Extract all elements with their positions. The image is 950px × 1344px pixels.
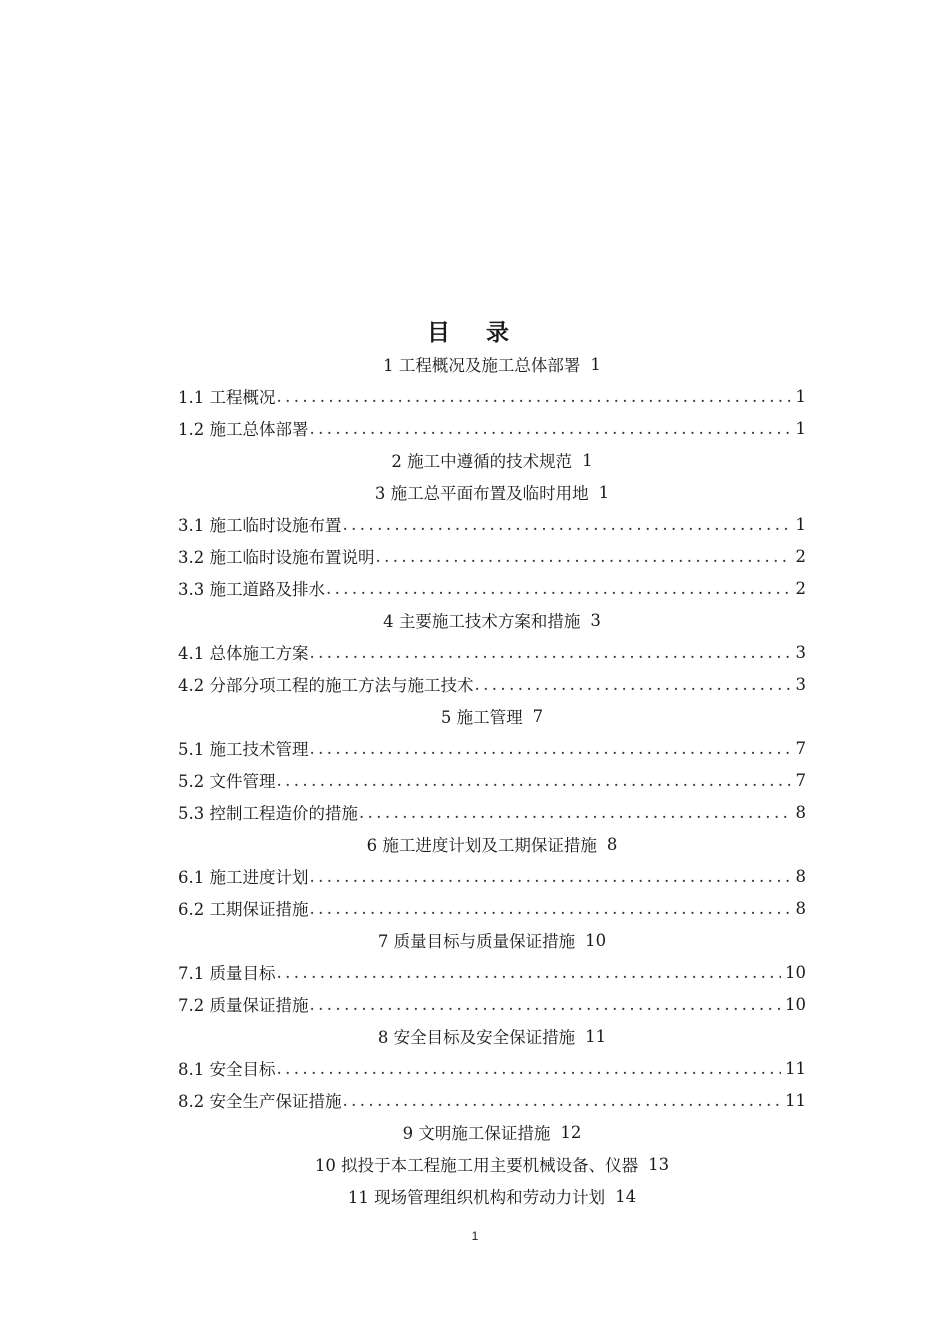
toc-dot-leader: [310, 643, 792, 662]
toc-entry-label: 4.1 总体施工方案: [178, 644, 309, 663]
toc-chapter-entry[interactable]: [178, 700, 806, 732]
toc-entry-label: 1.1 工程概况: [178, 388, 276, 407]
toc-entry-page-number: 1: [795, 418, 806, 438]
toc-entry-page-number: 2: [795, 546, 806, 566]
toc-entry-page-number: 1: [795, 514, 806, 534]
toc-section-entry[interactable]: [178, 860, 806, 892]
toc-entry-label: 4 主要施工技术方案和措施: [383, 612, 581, 631]
toc-dot-leader: [277, 963, 782, 982]
toc-entry-page-number: 10: [785, 962, 806, 982]
toc-entry-page-number: 1: [795, 386, 806, 406]
toc-section-entry[interactable]: [178, 412, 806, 444]
toc-chapter-entry[interactable]: [178, 1020, 806, 1052]
toc-chapter-entry[interactable]: [178, 476, 806, 508]
toc-entry-page-number: 1: [590, 354, 601, 374]
toc-entry-label: 9 文明施工保证措施: [402, 1124, 551, 1143]
toc-entry-page-number: 10: [785, 994, 806, 1014]
toc-title: 目 录: [426, 320, 523, 346]
toc-chapter-entry[interactable]: [178, 1180, 806, 1212]
toc-entry-label: 8.2 安全生产保证措施: [178, 1092, 342, 1111]
toc-section-entry[interactable]: [178, 764, 806, 796]
toc-entry-label: 5.2 文件管理: [178, 772, 276, 791]
toc-dot-leader: [343, 1091, 782, 1110]
toc-dot-leader: [277, 387, 792, 406]
toc-dot-leader: [310, 995, 782, 1014]
toc-dot-leader: [310, 739, 792, 758]
toc-dot-leader: [277, 771, 792, 790]
toc-chapter-entry[interactable]: [178, 828, 806, 860]
toc-entry-label: 2 施工中遵循的技术规范: [391, 452, 573, 471]
toc-entry-page-number: 12: [560, 1122, 582, 1142]
toc-section-entry[interactable]: [178, 1084, 806, 1116]
toc-entry-label: 3.1 施工临时设施布置: [178, 516, 342, 535]
toc-dot-leader: [343, 515, 792, 534]
toc-entry-label: 1.2 施工总体部署: [178, 420, 309, 439]
toc-entry-page-number: 3: [795, 642, 806, 662]
toc-entry-page-number: 11: [585, 1026, 607, 1046]
toc-entry-page-number: 3: [795, 674, 806, 694]
toc-entry-page-number: 13: [648, 1154, 670, 1174]
toc-list: [178, 348, 806, 1212]
toc-entry-label: 4.2 分部分项工程的施工方法与施工技术: [178, 676, 474, 695]
toc-entry-page-number: 2: [795, 578, 806, 598]
toc-dot-leader: [376, 547, 792, 566]
toc-section-entry[interactable]: [178, 540, 806, 572]
toc-section-entry[interactable]: [178, 1052, 806, 1084]
toc-entry-page-number: 8: [795, 866, 806, 886]
toc-entry-label: 7.2 质量保证措施: [178, 996, 309, 1015]
toc-entry-label: 11 现场管理组织机构和劳动力计划: [347, 1188, 606, 1207]
footer-page-number: 1: [471, 1229, 479, 1243]
toc-dot-leader: [310, 899, 792, 918]
toc-dot-leader: [277, 1059, 782, 1078]
toc-chapter-entry[interactable]: [178, 1148, 806, 1180]
toc-entry-label: 3.3 施工道路及排水: [178, 580, 325, 599]
toc-entry-label: 8 安全目标及安全保证措施: [377, 1028, 576, 1047]
toc-section-entry[interactable]: [178, 508, 806, 540]
toc-chapter-entry[interactable]: [178, 444, 806, 476]
toc-entry-label: 5.3 控制工程造价的措施: [178, 804, 358, 823]
toc-entry-page-number: 8: [795, 802, 806, 822]
toc-entry-page-number: 8: [795, 898, 806, 918]
toc-section-entry[interactable]: [178, 988, 806, 1020]
toc-dot-leader: [310, 867, 792, 886]
toc-dot-leader: [326, 579, 792, 598]
toc-entry-label: 10 拟投于本工程施工用主要机械设备、仪器: [314, 1156, 639, 1175]
toc-entry-page-number: 11: [785, 1058, 806, 1078]
toc-chapter-entry[interactable]: [178, 924, 806, 956]
toc-chapter-entry[interactable]: [178, 348, 806, 380]
toc-entry-label: 6.2 工期保证措施: [178, 900, 309, 919]
toc-entry-page-number: 7: [532, 706, 544, 726]
toc-chapter-entry[interactable]: [178, 604, 806, 636]
toc-section-entry[interactable]: [178, 380, 806, 412]
toc-entry-page-number: 7: [795, 770, 806, 790]
toc-section-entry[interactable]: [178, 668, 806, 700]
toc-entry-label: 5.1 施工技术管理: [178, 740, 309, 759]
toc-entry-label: 3 施工总平面布置及临时用地: [374, 484, 589, 503]
toc-entry-label: 3.2 施工临时设施布置说明: [178, 548, 375, 567]
toc-section-entry[interactable]: [178, 892, 806, 924]
toc-dot-leader: [310, 419, 792, 438]
toc-entry-page-number: 1: [598, 482, 610, 502]
toc-dot-leader: [359, 803, 792, 822]
toc-entry-label: 5 施工管理: [440, 708, 523, 727]
toc-section-entry[interactable]: [178, 796, 806, 828]
toc-section-entry[interactable]: [178, 732, 806, 764]
toc-entry-page-number: 1: [582, 450, 593, 470]
toc-section-entry[interactable]: [178, 636, 806, 668]
toc-chapter-entry[interactable]: [178, 1116, 806, 1148]
toc-entry-page-number: 11: [785, 1090, 806, 1110]
toc-entry-page-number: 7: [795, 738, 806, 758]
toc-entry-label: 1 工程概况及施工总体部署: [383, 356, 581, 375]
toc-entry-label: 7.1 质量目标: [178, 964, 276, 983]
toc-entry-label: 6.1 施工进度计划: [178, 868, 309, 887]
toc-section-entry[interactable]: [178, 956, 806, 988]
toc-entry-page-number: 10: [585, 930, 607, 950]
toc-entry-page-number: 3: [590, 610, 601, 630]
toc-entry-label: 6 施工进度计划及工期保证措施: [366, 836, 597, 855]
toc-entry-label: 7 质量目标与质量保证措施: [377, 932, 576, 951]
toc-entry-label: 8.1 安全目标: [178, 1060, 276, 1079]
toc-entry-page-number: 14: [615, 1186, 637, 1206]
toc-entry-page-number: 8: [606, 834, 618, 854]
toc-section-entry[interactable]: [178, 572, 806, 604]
toc-dot-leader: [475, 675, 792, 694]
